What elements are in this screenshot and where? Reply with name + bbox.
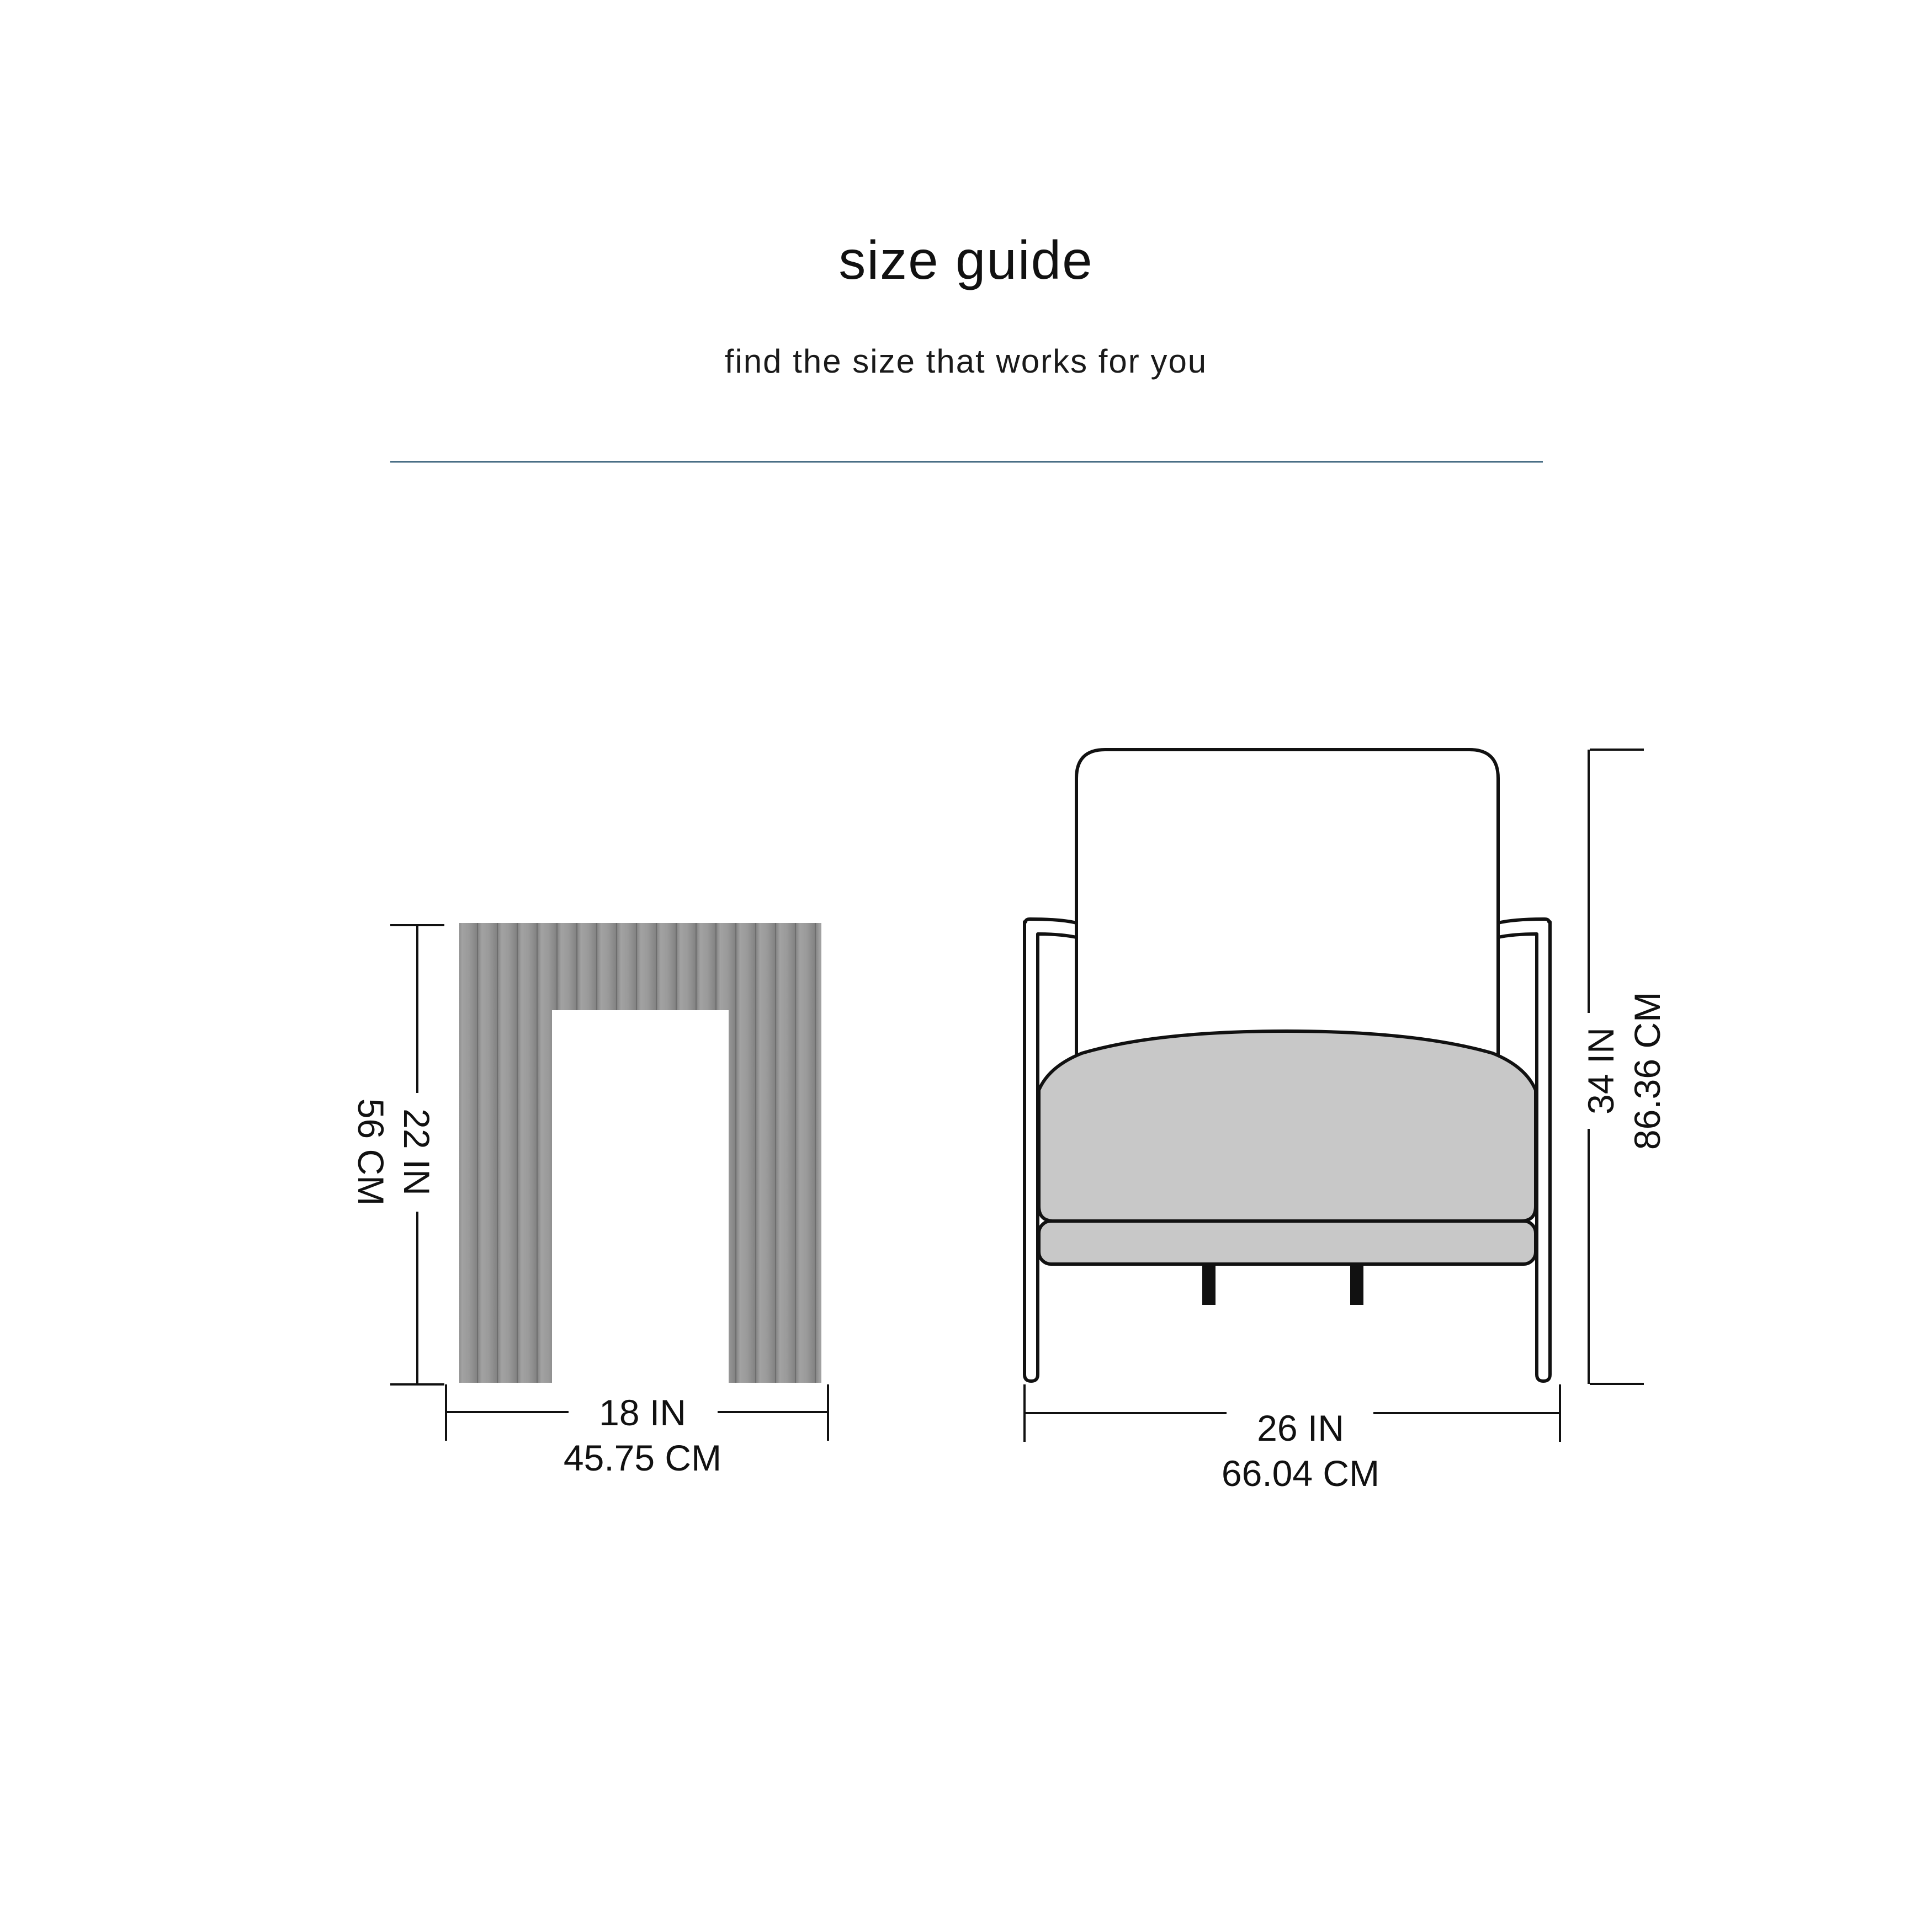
page-title: size guide [838, 230, 1094, 290]
armchair-width-in-label: 26 IN [1257, 1408, 1344, 1448]
armchair-drawing [1025, 750, 1550, 1381]
armchair-height-cm-label: 86.36 CM [1627, 991, 1668, 1150]
page-subtitle: find the size that works for you [724, 343, 1208, 380]
armchair-leg-left [1202, 1264, 1216, 1305]
armchair-backrest [1076, 750, 1498, 1057]
armchair-height-in-label: 34 IN [1580, 1027, 1621, 1114]
armchair-seat-cushion [1039, 1031, 1536, 1221]
armchair-leg-right [1350, 1264, 1363, 1305]
side-table-body [459, 923, 821, 1383]
side-table-drawing [459, 923, 821, 1383]
armchair-base-cushion [1039, 1221, 1536, 1264]
armchair-width-cm-label: 66.04 CM [1221, 1453, 1380, 1494]
side-table-height-cm-label: 56 CM [351, 1098, 391, 1206]
side-table-width-cm-label: 45.75 CM [563, 1437, 722, 1478]
side-table-height-in-label: 22 IN [396, 1108, 437, 1196]
side-table-width-in-label: 18 IN [599, 1392, 686, 1433]
